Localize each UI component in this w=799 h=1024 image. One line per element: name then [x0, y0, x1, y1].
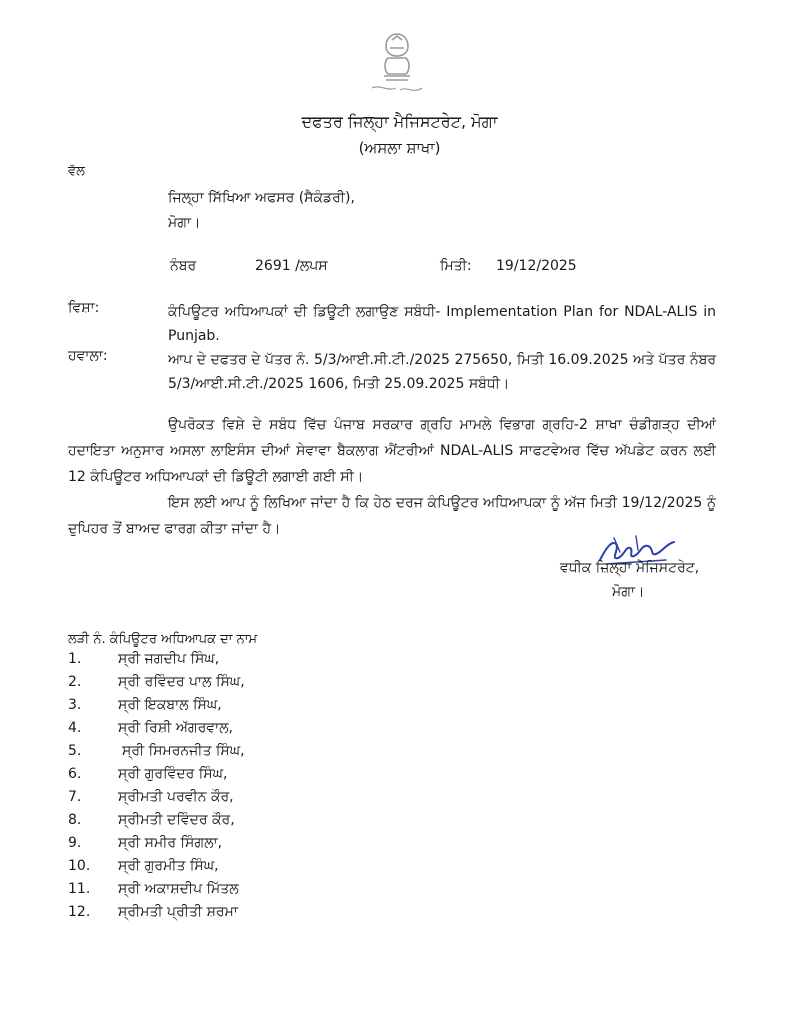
list-item-name: ਸ੍ਰੀ ਜਗਦੀਪ ਸਿੰਘ,	[118, 651, 220, 667]
letter-date-value: 19/12/2025	[496, 258, 577, 274]
list-item-number: 4.	[68, 720, 82, 736]
list-item-name: ਸ੍ਰੀ ਸਮੀਰ ਸਿੰਗਲਾ,	[118, 835, 223, 851]
list-item	[68, 855, 368, 878]
state-emblem-icon	[366, 28, 428, 100]
list-item	[68, 740, 368, 763]
list-item	[68, 763, 368, 786]
list-item-number: 8.	[68, 812, 82, 828]
list-item-name: ਸ੍ਰੀ ਗੁਰਮੀਤ ਸਿੰਘ,	[118, 858, 219, 874]
list-item-number: 12.	[68, 904, 91, 920]
office-title: ਦਫਤਰ ਜਿਲ੍ਹਾ ਮੈਜਿਸਟਰੇਟ, ਮੋਗਾ	[301, 112, 498, 131]
list-item-number: 3.	[68, 697, 82, 713]
body-paragraph-2: ਇਸ ਲਈ ਆਪ ਨੂੰ ਲਿਖਿਆ ਜਾਂਦਾ ਹੈ ਕਿ ਹੇਠ ਦਰਜ ਕੰਪਿਊਟਰ ਅਧਿਆਪਕਾ ਨੂੰ ਅੱਜ ਮਿਤੀ 19/12/2025 ਨੂੰ ਦੁਪਿਹਰ ਤੋਂ ਬਾਅਦ ਫਾਰਗ ਕੀਤਾ ਜਾਂਦਾ ਹੈ।	[68, 495, 716, 537]
list-item	[68, 809, 368, 832]
list-item-number: 2.	[68, 674, 82, 690]
signatory-place: ਮੋਗਾ।	[612, 584, 645, 600]
list-item-name: ਸ੍ਰੀ ਗੁਰਵਿੰਦਰ ਸਿੰਘ,	[118, 766, 228, 782]
teacher-list	[68, 648, 368, 924]
reference-label: ਹਵਾਲਾ:	[68, 348, 108, 364]
teacher-list-header: ਲੜੀ ਨੰ. ਕੰਪਿਊਟਰ ਅਧਿਆਪਕ ਦਾ ਨਾਮ	[68, 632, 258, 647]
list-item	[68, 648, 368, 671]
subject-text: ਕੰਪਿਊਟਰ ਅਧਿਆਪਕਾਂ ਦੀ ਡਿਊਟੀ ਲਗਾਉਣ ਸਬੰਧੀ- Implementation Plan for NDAL-ALIS in Punjab.	[168, 304, 716, 344]
list-item	[68, 832, 368, 855]
body-paragraph-1: ਉਪਰੋਕਤ ਵਿਸ਼ੇ ਦੇ ਸਬੰਧ ਵਿੱਚ ਪੰਜਾਬ ਸਰਕਾਰ ਗ੍ਰਹਿ ਮਾਮਲੇ ਵਿਭਾਗ ਗ੍ਰਹਿ-2 ਸ਼ਾਖਾ ਚੰਡੀਗੜ੍ਹ ਦੀਆਂ ਹਦਾਇਤਾ ਅਨੁਸਾਰ ਅਸਲਾ ਲਾਇਸੰਸ ਦੀਆਂ ਸੇਵਾਵਾ ਬੈਕਲਾਗ ਐਂਟਰੀਆਂ NDAL-ALIS ਸਾਫਟਵੇਅਰ ਵਿੱਚ ਅੱਪਡੇਟ ਕਰਨ ਲਈ 12 ਕੰਪਿਊਟਰ ਅਧਿਆਪਕਾਂ ਦੀ ਡਿਊਟੀ ਲਗਾਈ ਗਈ ਸੀ।	[68, 417, 716, 485]
subject-label: ਵਿਸ਼ਾ:	[68, 300, 100, 316]
letter-date-label: ਮਿਤੀ:	[440, 258, 472, 274]
addressee-line-1: ਜਿਲ੍ਹਾ ਸਿੱਖਿਆ ਅਫਸਰ (ਸੈਕੰਡਰੀ),	[168, 190, 355, 206]
list-item-number: 1.	[68, 651, 82, 667]
to-label: ਵੱਲ	[68, 164, 85, 179]
list-item	[68, 901, 368, 924]
list-item	[68, 694, 368, 717]
signatory-title: ਵਧੀਕ ਜ਼ਿਲ੍ਹਾ ਮੈਜਿਸਟਰੇਟ,	[560, 560, 700, 576]
list-item	[68, 786, 368, 809]
list-item	[68, 878, 368, 901]
letter-number-value: 2691 /ਲਪਸ	[255, 258, 328, 274]
list-item-name: ਸ੍ਰੀਮਤੀ ਦਵਿੰਦਰ ਕੌਰ,	[118, 812, 235, 828]
list-item-number: 5.	[68, 743, 82, 759]
list-item	[68, 671, 368, 694]
list-item-number: 7.	[68, 789, 82, 805]
list-item-name: ਸ੍ਰੀ ਅਕਾਸ਼ਦੀਪ ਮਿੱਤਲ	[118, 881, 239, 897]
addressee-line-2: ਮੋਗਾ।	[168, 215, 201, 231]
list-item-number: 9.	[68, 835, 82, 851]
list-item	[68, 717, 368, 740]
letter-number-label: ਨੰਬਰ	[170, 258, 197, 274]
list-item-number: 11.	[68, 881, 91, 897]
list-item-name: ਸ੍ਰੀਮਤੀ ਪਰਵੀਨ ਕੌਰ,	[118, 789, 234, 805]
office-branch: (ਅਸਲਾ ਸ਼ਾਖਾ)	[358, 139, 441, 157]
list-item-name: ਸ੍ਰੀ ਸਿਮਰਨਜੀਤ ਸਿੰਘ,	[122, 743, 245, 759]
list-item-number: 6.	[68, 766, 82, 782]
list-item-name: ਸ੍ਰੀ ਇਕਬਾਲ ਸਿੰਘ,	[118, 697, 222, 713]
reference-text: ਆਪ ਦੇ ਦਫਤਰ ਦੇ ਪੱਤਰ ਨੰ. 5/3/ਆਈ.ਸੀ.ਟੀ./2025 275650, ਮਿਤੀ 16.09.2025 ਅਤੇ ਪੱਤਰ ਨੰਬਰ 5/3/ਆਈ.ਸੀ.ਟੀ./2025 1606, ਮਿਤੀ 25.09.2025 ਸਬੰਧੀ।	[168, 352, 716, 392]
list-item-name: ਸ੍ਰੀਮਤੀ ਪ੍ਰੀਤੀ ਸ਼ਰਮਾ	[118, 904, 238, 920]
list-item-name: ਸ੍ਰੀ ਰਵਿੰਦਰ ਪਾਲ ਸਿੰਘ,	[118, 674, 245, 690]
list-item-number: 10.	[68, 858, 91, 874]
list-item-name: ਸ੍ਰੀ ਰਿਸ਼ੀ ਅੱਗਰਵਾਲ,	[118, 720, 233, 736]
